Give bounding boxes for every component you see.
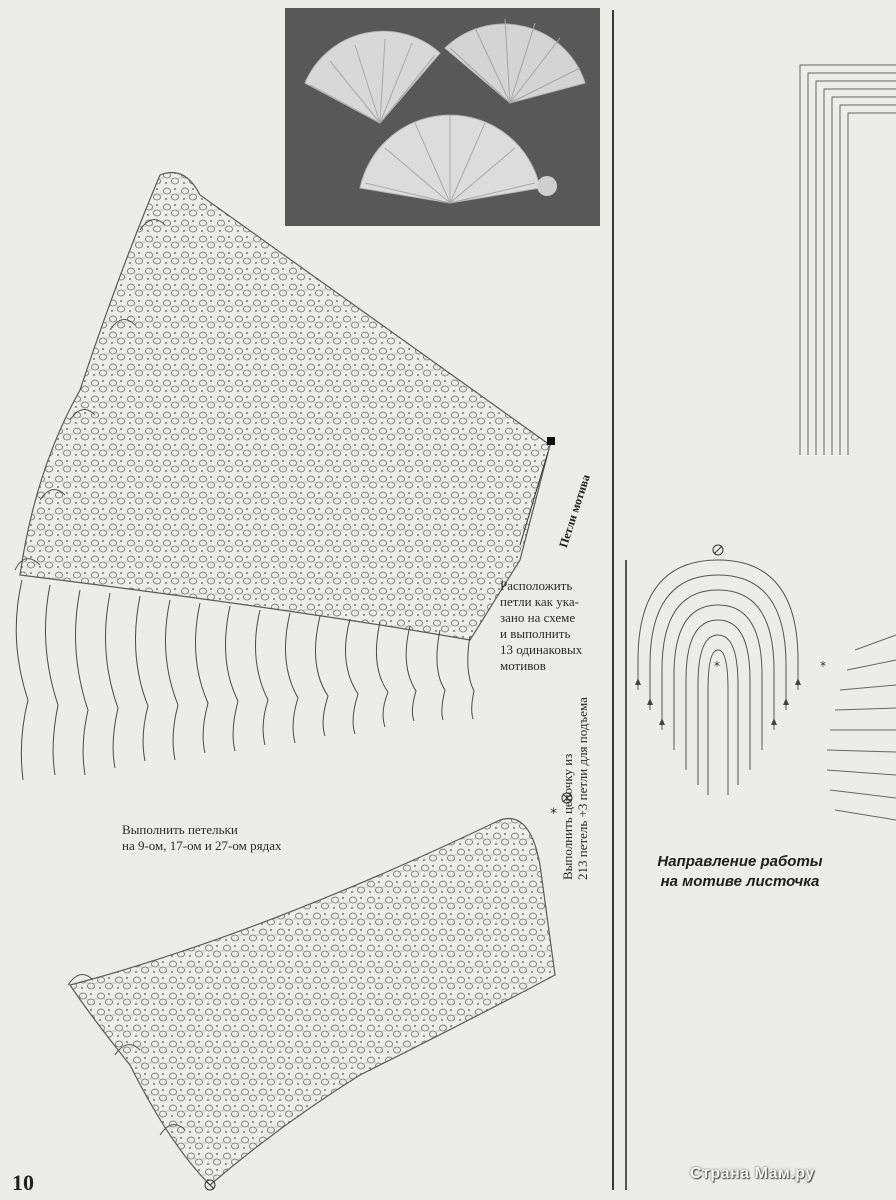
arrange-note-line: 13 одинаковых	[500, 642, 583, 657]
gutter-line-right	[625, 560, 627, 1190]
right-edge-chart-fragment	[815, 590, 896, 840]
arrange-note-line: мотивов	[500, 658, 546, 673]
arrange-note-line: зано на схеме	[500, 610, 576, 625]
chain-note-line: 213 петель +3 петли для подъема	[575, 697, 590, 880]
arrange-note-line: Расположить	[500, 578, 573, 593]
leaf-caption	[635, 852, 845, 892]
page-number: 10	[12, 1170, 34, 1195]
arrange-note-line: петли как ука-	[500, 594, 579, 609]
chain-note-line: Выполнить цепочку из	[560, 753, 575, 880]
loops-rows-note-line: Выполнить петельки	[122, 822, 238, 837]
arrange-note-line: и выполнить	[500, 626, 571, 641]
gutter-line-left	[612, 10, 614, 1190]
svg-text:*: *	[714, 659, 720, 673]
svg-text:*: *	[550, 806, 557, 822]
leaf-caption-line: на мотиве листочка	[660, 873, 820, 890]
loops-rows-note-line: на 9-ом, 17-ом и 27-ом рядах	[122, 838, 282, 853]
loops-rows-note	[122, 822, 382, 854]
upper-crochet-chart	[0, 170, 600, 790]
right-frame-lines	[790, 55, 896, 455]
arrange-note	[500, 578, 610, 674]
leaf-caption-line: Направление работы	[657, 853, 823, 870]
watermark: Страна Мам.ру	[690, 1165, 815, 1182]
svg-text:*: *	[820, 659, 826, 673]
leaf-motif-diagram	[630, 540, 810, 810]
motif-loops-label: Петли мотива	[556, 472, 593, 550]
lower-crochet-chart	[60, 815, 580, 1195]
chain-note	[560, 697, 590, 880]
